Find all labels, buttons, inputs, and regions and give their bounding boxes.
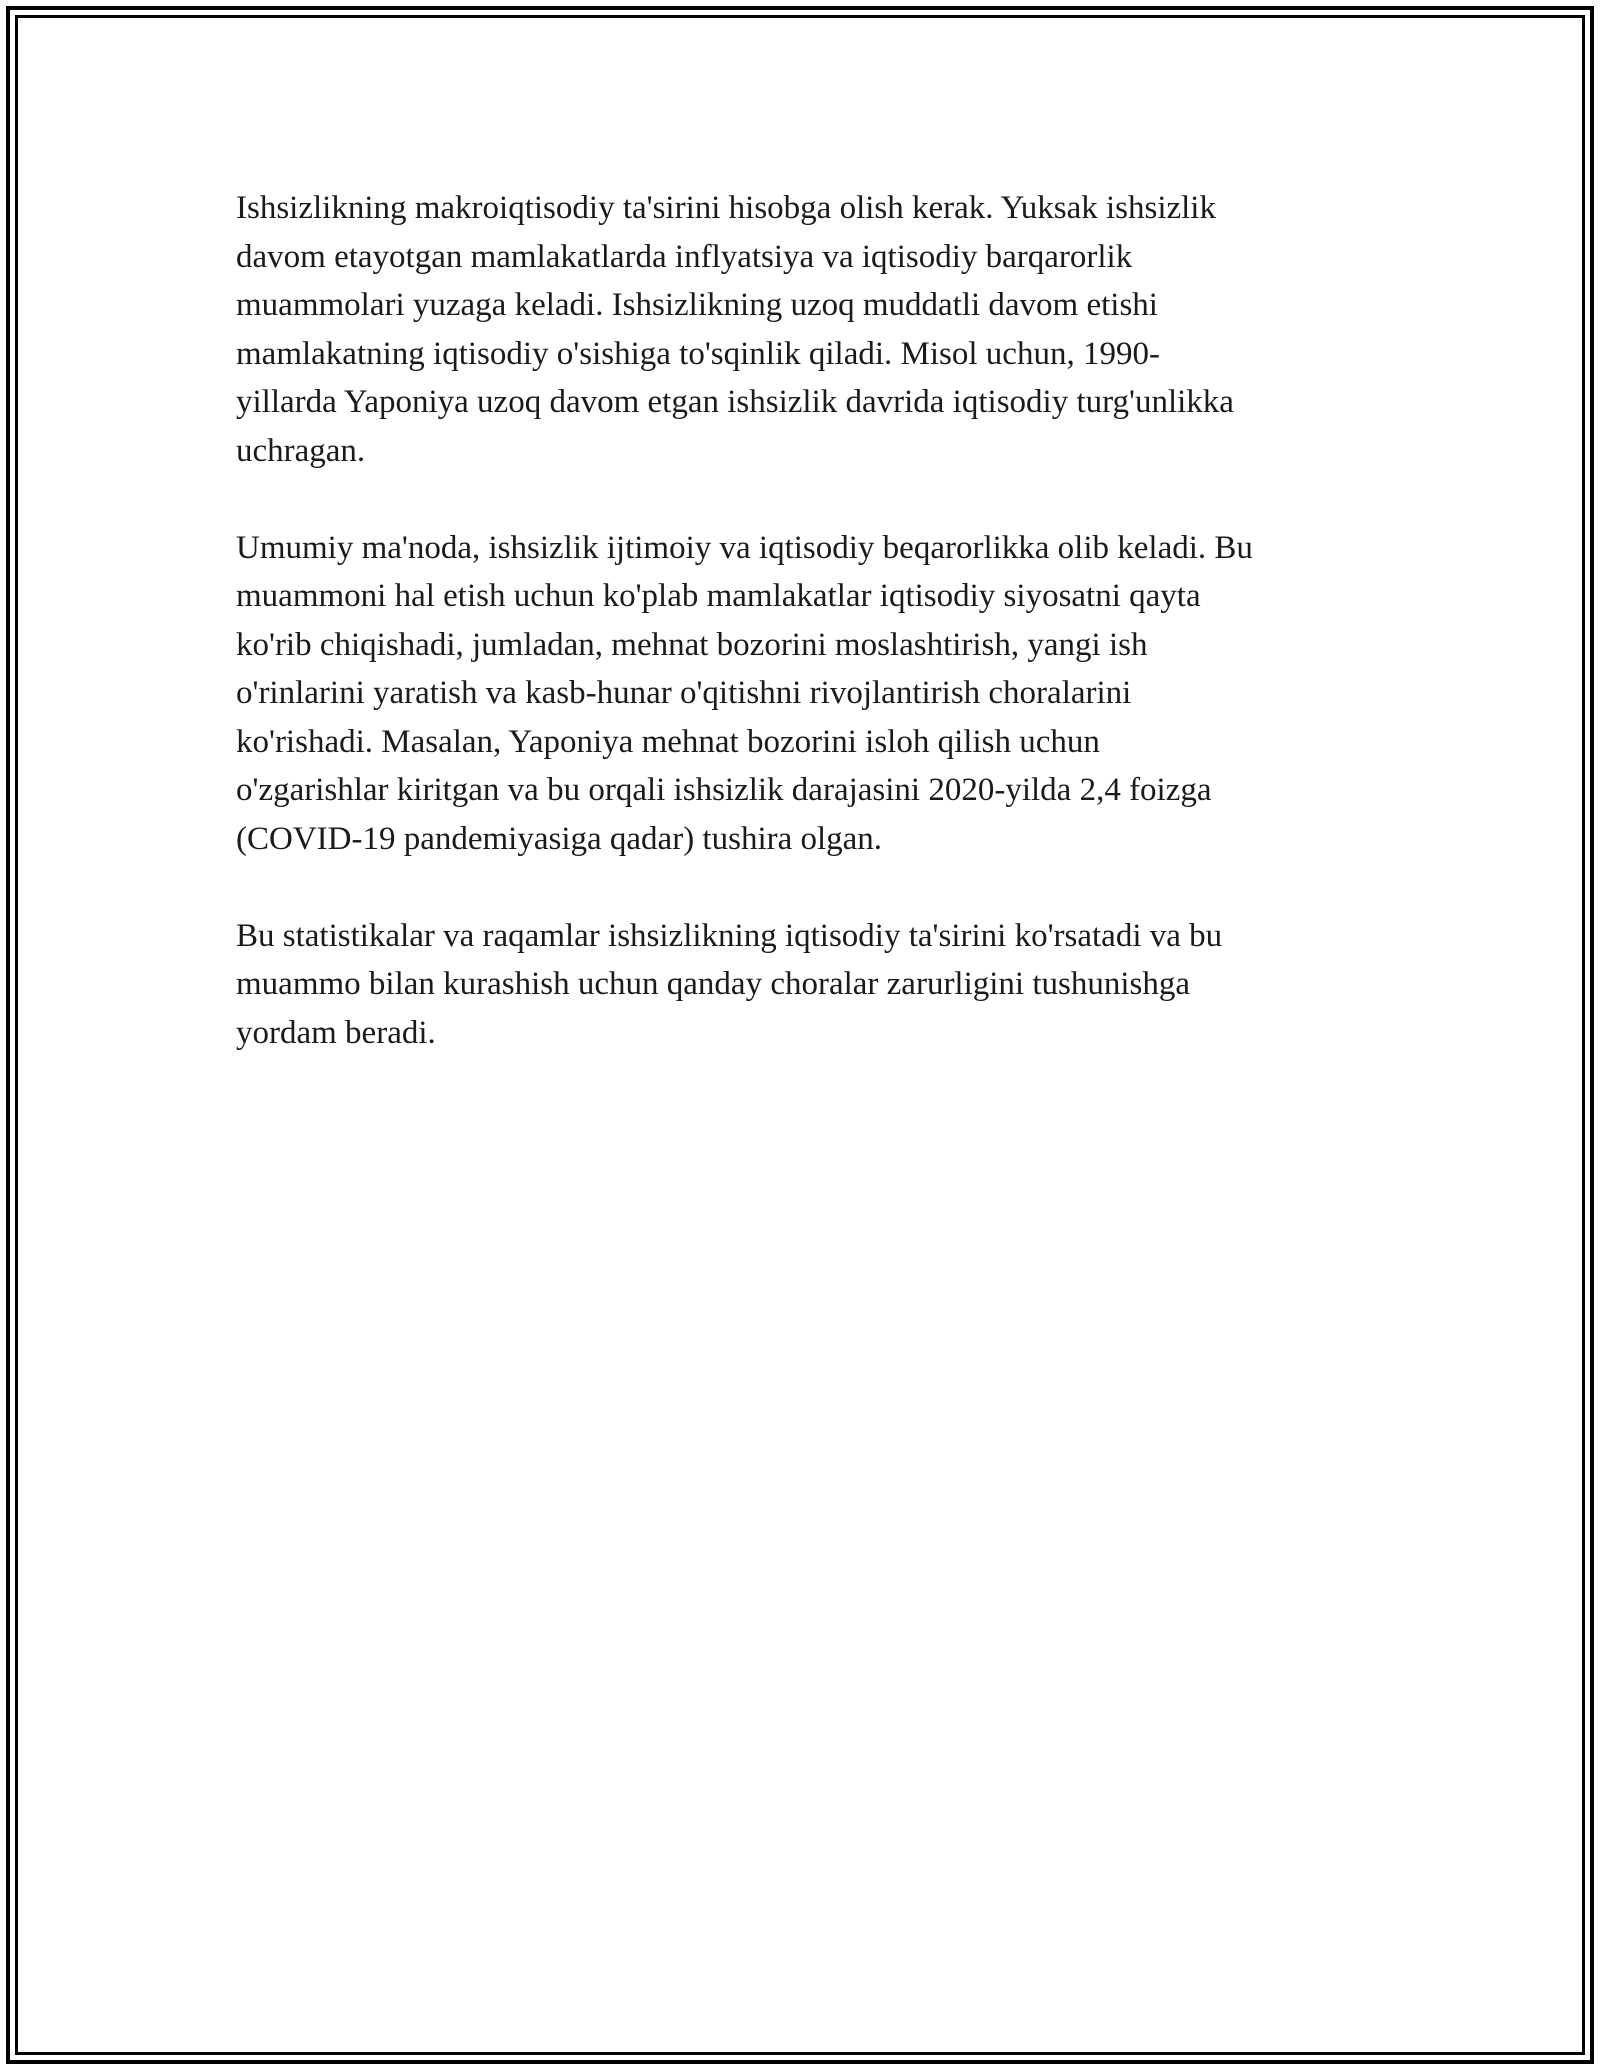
text-line: Ishsizlikning makroiqtisodiy ta'sirini hisobga olish kerak. Yuksak ishsizlik [236, 190, 1216, 226]
text-line: muammoni hal etish uchun ko'plab mamlakatlar iqtisodiy siyosatni qayta [236, 578, 1201, 614]
text-line: (COVID-19 pandemiyasiga qadar) tushira olgan. [236, 820, 883, 857]
text-line: muammo bilan kurashish uchun qanday choralar zarurligini tushunishga [236, 966, 1191, 1002]
text-line: ko'rishadi. Masalan, Yaponiya mehnat bozorini isloh qilish uchun [236, 723, 1100, 760]
paragraph-general-meaning [236, 524, 1386, 864]
text-line: Bu statistikalar va raqamlar ishsizlikning iqtisodiy ta'sirini ko'rsatadi va bu [236, 917, 1223, 954]
text-line: yillarda Yaponiya uzoq davom etgan ishsizlik davrida iqtisodiy turg'unlikka [236, 384, 1234, 420]
text-line: o'rinlarini yaratish va kasb-hunar o'qitishni rivojlantirish choralarini [236, 675, 1132, 711]
text-line: davom etayotgan mamlakatlarda inflyatsiya va iqtisodiy barqarorlik [236, 238, 1133, 275]
text-line: uchragan. [236, 432, 366, 469]
paragraph-macroeconomic-impact [236, 184, 1386, 475]
text-line: mamlakatning iqtisodiy o'sishiga to'sqinlik qiladi. Misol uchun, 1990- [236, 335, 1160, 372]
paragraph-conclusion [236, 912, 1386, 1058]
text-line: muammolari yuzaga keladi. Ishsizlikning uzoq muddatli davom etishi [236, 287, 1158, 323]
text-line: ko'rib chiqishadi, jumladan, mehnat bozorini moslashtirish, yangi ish [236, 626, 1148, 663]
document-body [236, 184, 1386, 1106]
text-line: o'zgarishlar kiritgan va bu orqali ishsizlik darajasini 2020-yilda 2,4 foizga [236, 772, 1212, 808]
text-line: Umumiy ma'noda, ishsizlik ijtimoiy va iqtisodiy beqarorlikka olib keladi. Bu [236, 529, 1253, 566]
text-line: yordam beradi. [236, 1014, 436, 1051]
